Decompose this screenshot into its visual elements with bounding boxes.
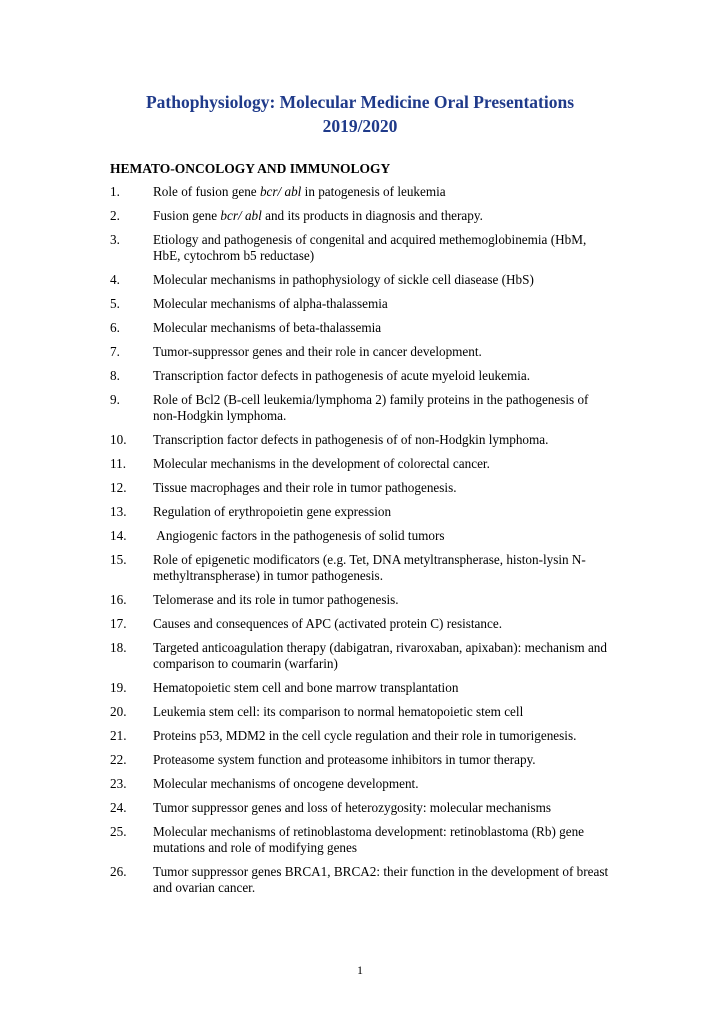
item-text bbox=[153, 504, 610, 520]
item-number: 5. bbox=[110, 296, 120, 311]
item-number: 21. bbox=[110, 728, 127, 743]
item-number: 26. bbox=[110, 864, 127, 879]
item-number: 18. bbox=[110, 640, 127, 655]
list-item bbox=[110, 824, 610, 856]
item-text-main: Molecular mechanisms of oncogene development. bbox=[153, 776, 419, 791]
item-text-main: Tumor suppressor genes and loss of heterozygosity: molecular mechanisms bbox=[153, 800, 552, 815]
item-number: 17. bbox=[110, 616, 127, 631]
item-text bbox=[153, 320, 610, 336]
item-number: 16. bbox=[110, 592, 127, 607]
item-number: 8. bbox=[110, 368, 120, 383]
item-number: 11. bbox=[110, 456, 126, 471]
item-text-gene-name: bcr/ abl bbox=[259, 184, 302, 199]
list-item bbox=[110, 368, 610, 384]
item-text bbox=[153, 368, 610, 384]
item-text bbox=[153, 752, 610, 768]
list-item bbox=[110, 616, 610, 632]
item-text bbox=[153, 592, 610, 608]
item-number: 1. bbox=[110, 184, 120, 199]
list-item bbox=[110, 296, 610, 312]
list-item bbox=[110, 800, 610, 816]
item-number: 23. bbox=[110, 776, 127, 791]
list-item bbox=[110, 528, 610, 544]
item-number: 3. bbox=[110, 232, 120, 247]
title-line-2: 2019/2020 bbox=[322, 116, 398, 136]
item-text-gene-name: bcr/ abl bbox=[220, 208, 262, 223]
list-item bbox=[110, 272, 610, 288]
item-text bbox=[153, 680, 610, 696]
item-number: 22. bbox=[110, 752, 127, 767]
item-text bbox=[153, 232, 610, 264]
list-item bbox=[110, 208, 610, 224]
item-text bbox=[153, 616, 610, 632]
list-item bbox=[110, 728, 610, 744]
list-item bbox=[110, 864, 610, 896]
list-item bbox=[110, 432, 610, 448]
list-item bbox=[110, 392, 610, 424]
item-number: 2. bbox=[110, 208, 120, 223]
item-text bbox=[153, 296, 610, 312]
item-number: 4. bbox=[110, 272, 120, 287]
item-text bbox=[153, 432, 610, 448]
item-text bbox=[153, 776, 610, 792]
item-text bbox=[153, 640, 610, 672]
title-line-1: Pathophysiology: Molecular Medicine Oral Presentations bbox=[145, 92, 575, 112]
item-text-main: Proteins p53, MDM2 in the cell cycle regulation and their role in tumorigenesis. bbox=[153, 728, 577, 743]
item-text-main: Role of epigenetic modificators (e.g. Tet, DNA metyltranspherase, histon-lysin N-methyltranspherase) in tumor pathogenesis. bbox=[153, 552, 586, 583]
list-item bbox=[110, 776, 610, 792]
item-number: 13. bbox=[110, 504, 127, 519]
item-number: 15. bbox=[110, 552, 127, 567]
item-text-rest: in patogenesis of leukemia bbox=[301, 184, 446, 199]
item-text bbox=[153, 728, 610, 744]
list-item bbox=[110, 320, 610, 336]
item-number: 20. bbox=[110, 704, 127, 719]
list-item bbox=[110, 456, 610, 472]
item-text bbox=[153, 824, 610, 856]
item-text-main: Molecular mechanisms of beta-thalassemia bbox=[153, 320, 382, 335]
item-text-main: Causes and consequences of APC (activated protein C) resistance. bbox=[153, 616, 502, 631]
item-text-main: Role of Bcl2 (B-cell leukemia/lymphoma 2) family proteins in the pathogenesis of non-Hodgkin lymphoma. bbox=[153, 392, 592, 423]
item-text bbox=[153, 208, 610, 224]
item-number: 10. bbox=[110, 432, 127, 447]
item-number: 24. bbox=[110, 800, 127, 815]
item-number: 25. bbox=[110, 824, 127, 839]
item-text bbox=[153, 528, 610, 544]
item-text-main: Regulation of erythropoietin gene expression bbox=[153, 504, 392, 519]
list-item bbox=[110, 752, 610, 768]
item-text-main: Molecular mechanisms of alpha-thalassemia bbox=[153, 296, 388, 311]
item-text bbox=[153, 552, 610, 584]
item-text bbox=[153, 272, 610, 288]
page-number: 1 bbox=[357, 963, 363, 977]
item-text bbox=[153, 456, 610, 472]
item-text-main: Leukemia stem cell: its comparison to normal hematopoietic stem cell bbox=[153, 704, 524, 719]
item-number: 14. bbox=[110, 528, 127, 543]
list-item bbox=[110, 344, 610, 360]
item-number: 12. bbox=[110, 480, 127, 495]
item-text-main: Fusion gene bbox=[153, 208, 221, 223]
item-text-main: Tumor-suppressor genes and their role in cancer development. bbox=[153, 344, 482, 359]
item-text-main: Hematopoietic stem cell and bone marrow transplantation bbox=[153, 680, 459, 695]
item-text bbox=[153, 480, 610, 496]
item-text-main: Molecular mechanisms in pathophysiology of sickle cell diasease (HbS) bbox=[153, 272, 534, 287]
presentation-topic-list bbox=[110, 184, 610, 904]
item-text-main: Telomerase and its role in tumor pathogenesis. bbox=[153, 592, 399, 607]
list-item bbox=[110, 232, 610, 264]
item-number: 6. bbox=[110, 320, 120, 335]
item-text-main: Molecular mechanisms in the development of colorectal cancer. bbox=[153, 456, 490, 471]
item-text bbox=[153, 800, 610, 816]
list-item bbox=[110, 704, 610, 720]
item-text-rest: and its products in diagnosis and therapy. bbox=[261, 208, 483, 223]
item-text bbox=[153, 392, 610, 424]
item-number: 9. bbox=[110, 392, 120, 407]
list-item bbox=[110, 480, 610, 496]
item-text-main: Role of fusion gene bbox=[153, 184, 260, 199]
list-item bbox=[110, 640, 610, 672]
list-item bbox=[110, 184, 610, 200]
item-text bbox=[153, 864, 610, 896]
list-item bbox=[110, 680, 610, 696]
item-number: 19. bbox=[110, 680, 127, 695]
item-text-main: Tissue macrophages and their role in tumor pathogenesis. bbox=[153, 480, 457, 495]
item-text-main: Molecular mechanisms of retinoblastoma development: retinoblastoma (Rb) gene mutations and role of modifying genes bbox=[153, 824, 588, 855]
item-text-main: Tumor suppressor genes BRCA1, BRCA2: their function in the development of breast and ovarian cancer. bbox=[153, 864, 612, 895]
item-text bbox=[153, 184, 610, 200]
item-text-main: Transcription factor defects in pathogenesis of of non-Hodgkin lymphoma. bbox=[153, 432, 549, 447]
list-item bbox=[110, 504, 610, 520]
item-text-main: Etiology and pathogenesis of congenital and acquired methemoglobinemia (HbM, HbE, cytochrom b5 reductase) bbox=[153, 232, 590, 263]
item-text bbox=[153, 344, 610, 360]
item-text bbox=[153, 704, 610, 720]
item-text-main: Transcription factor defects in pathogenesis of acute myeloid leukemia. bbox=[153, 368, 531, 383]
section-heading: HEMATO-ONCOLOGY AND IMMUNOLOGY bbox=[110, 161, 391, 176]
page-title bbox=[0, 90, 720, 138]
item-number: 7. bbox=[110, 344, 120, 359]
item-text-main: Angiogenic factors in the pathogenesis of solid tumors bbox=[153, 528, 445, 543]
item-text-main: Targeted anticoagulation therapy (dabigatran, rivaroxaban, apixaban): mechanism and comparison to coumarin (warfarin) bbox=[153, 640, 611, 671]
list-item bbox=[110, 592, 610, 608]
item-text-main: Proteasome system function and proteasome inhibitors in tumor therapy. bbox=[153, 752, 536, 767]
list-item bbox=[110, 552, 610, 584]
